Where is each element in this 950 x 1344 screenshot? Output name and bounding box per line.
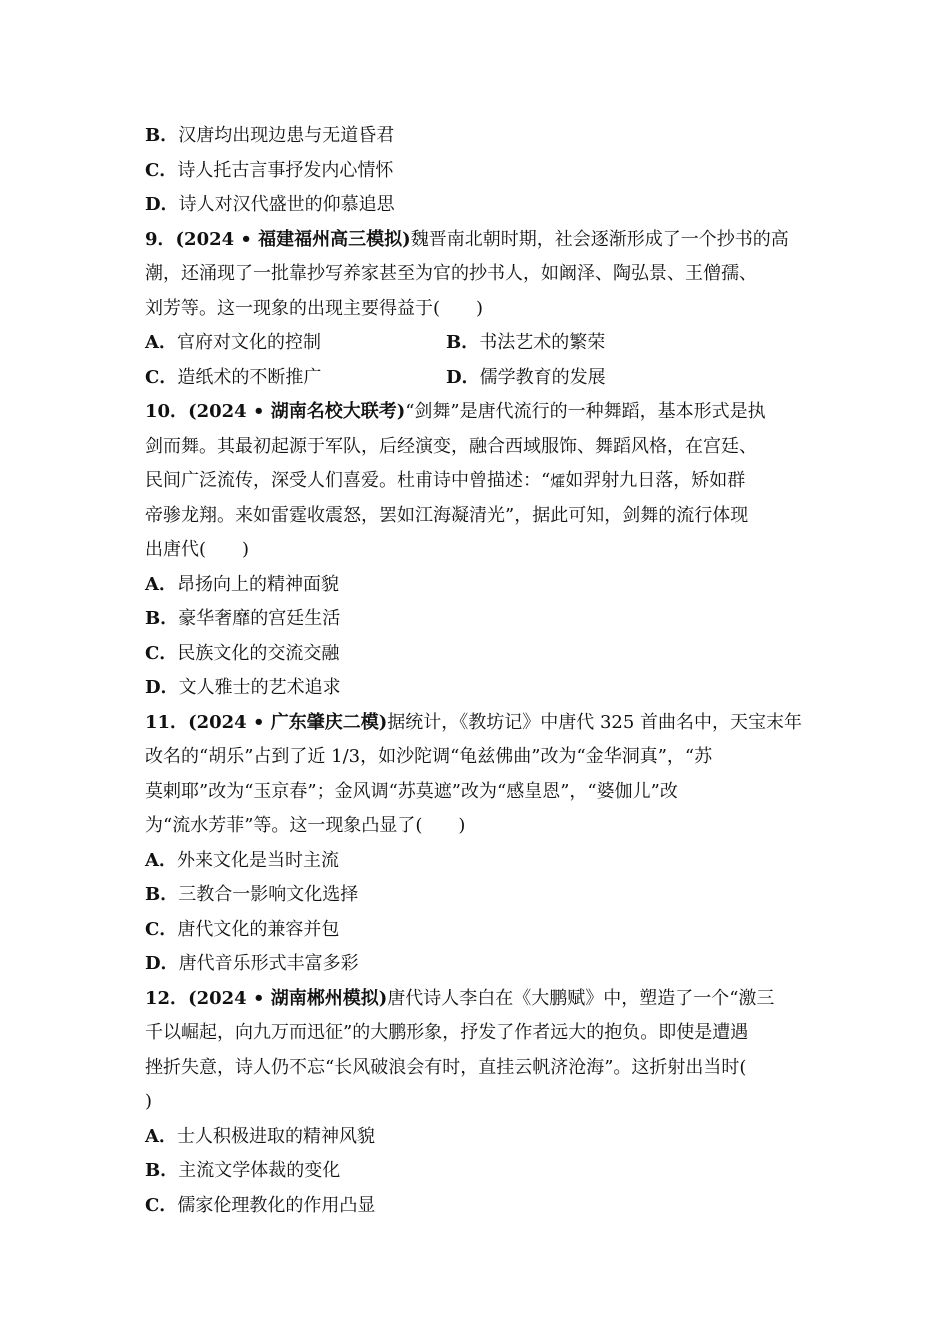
- question-9-stem: 潮，还涌现了一批靠抄写养家甚至为官的抄书人，如阚泽、陶弘景、王僧孺、: [145, 263, 757, 284]
- question-11-stem: 莫剌耶”改为“玉京春”；金风调“苏莫遮”改为“感皇恩”，“婆伽儿”改: [145, 780, 678, 802]
- question-12-stem: 12．(2024 • 湖南郴州模拟)唐代诗人李白在《大鹏赋》中，塑造了一个“激三: [145, 987, 775, 1009]
- question-11-stem: 11．(2024 • 广东肇庆二模)据统计，《教坊记》中唐代 325 首曲名中，天宝末年: [145, 711, 803, 733]
- question-source: (2024 • 湖南郴州模拟): [188, 987, 388, 1009]
- option-c: C．诗人托古言事抒发内心情怀: [145, 159, 394, 181]
- question-9-options: [145, 361, 807, 396]
- option-b: B．三教合一影响文化选择: [145, 884, 359, 905]
- question-number: 12．: [145, 987, 189, 1009]
- question-number: 9．: [145, 228, 176, 250]
- option-c: C．造纸术的不断推广: [145, 366, 322, 388]
- option-c: C．民族文化的交流交融: [145, 642, 340, 664]
- question-number: 10．: [145, 401, 189, 422]
- option-d: D．诗人对汉代盛世的仰慕追思: [145, 194, 395, 215]
- question-10-stem: 出唐代( ): [145, 539, 250, 560]
- option-a: A．官府对文化的控制: [145, 332, 321, 353]
- question-11-stem: 改名的“胡乐”占到了近 1/3，如沙陀调“龟兹佛曲”改为“金华洞真”，“苏: [145, 746, 713, 767]
- question-12-stem: 千以崛起，向九万而迅征”的大鹏形象，抒发了作者远大的抱负。即使是遭遇: [145, 1022, 749, 1043]
- question-9-stem: 刘芳等。这一现象的出现主要得益于( ): [145, 297, 484, 319]
- option-d: D．儒学教育的发展: [446, 366, 606, 388]
- option-b: B．豪华奢靡的宫廷生活: [145, 608, 341, 629]
- question-source: (2024 • 湖南名校大联考): [188, 401, 406, 422]
- question-10-stem: 民间广泛流传，深受人们喜爱。杜甫诗中曾描述：“㸌如羿射九日落，矫如群: [145, 470, 746, 491]
- option-b: B．主流文学体裁的变化: [145, 1160, 341, 1181]
- question-9-stem: 9．(2024 • 福建福州高三模拟)魏晋南北朝时期，社会逐渐形成了一个抄书的高: [145, 228, 789, 250]
- document-page: [145, 119, 807, 1223]
- question-12-stem: 挫折失意，诗人仍不忘“长风破浪会有时，直挂云帆济沧海”。这折射出当时(: [145, 1056, 747, 1078]
- option-b: B．书法艺术的繁荣: [446, 332, 606, 353]
- question-9-options: [145, 326, 807, 361]
- question-10-stem: 剑而舞。其最初起源于军队，后经演变，融合西域服饰、舞蹈风格，在宫廷、: [145, 435, 757, 457]
- question-12-stem: ): [145, 1091, 153, 1112]
- option-b: B．汉唐均出现边患与无道昏君: [145, 125, 395, 146]
- question-number: 11．: [145, 711, 189, 733]
- question-10-stem: 帝骖龙翔。来如雷霆收震怒，罢如江海凝清光”，据此可知，剑舞的流行体现: [145, 504, 749, 526]
- option-d: D．文人雅士的艺术追求: [145, 677, 341, 698]
- option-a: A．外来文化是当时主流: [145, 849, 339, 871]
- option-d: D．唐代音乐形式丰富多彩: [145, 953, 359, 974]
- question-10-stem: 10．(2024 • 湖南名校大联考)“剑舞”是唐代流行的一种舞蹈，基本形式是执: [145, 401, 766, 422]
- question-11-stem: 为“流水芳菲”等。这一现象凸显了( ): [145, 815, 466, 836]
- rare-glyph: 㸌: [550, 472, 566, 490]
- question-source: (2024 • 福建福州高三模拟): [175, 228, 411, 250]
- question-source: (2024 • 广东肇庆二模): [188, 711, 388, 733]
- option-a: A．士人积极进取的精神风貌: [145, 1125, 375, 1147]
- option-c: C．唐代文化的兼容并包: [145, 918, 340, 940]
- option-a: A．昂扬向上的精神面貌: [145, 573, 339, 595]
- option-c: C．儒家伦理教化的作用凸显: [145, 1194, 376, 1216]
